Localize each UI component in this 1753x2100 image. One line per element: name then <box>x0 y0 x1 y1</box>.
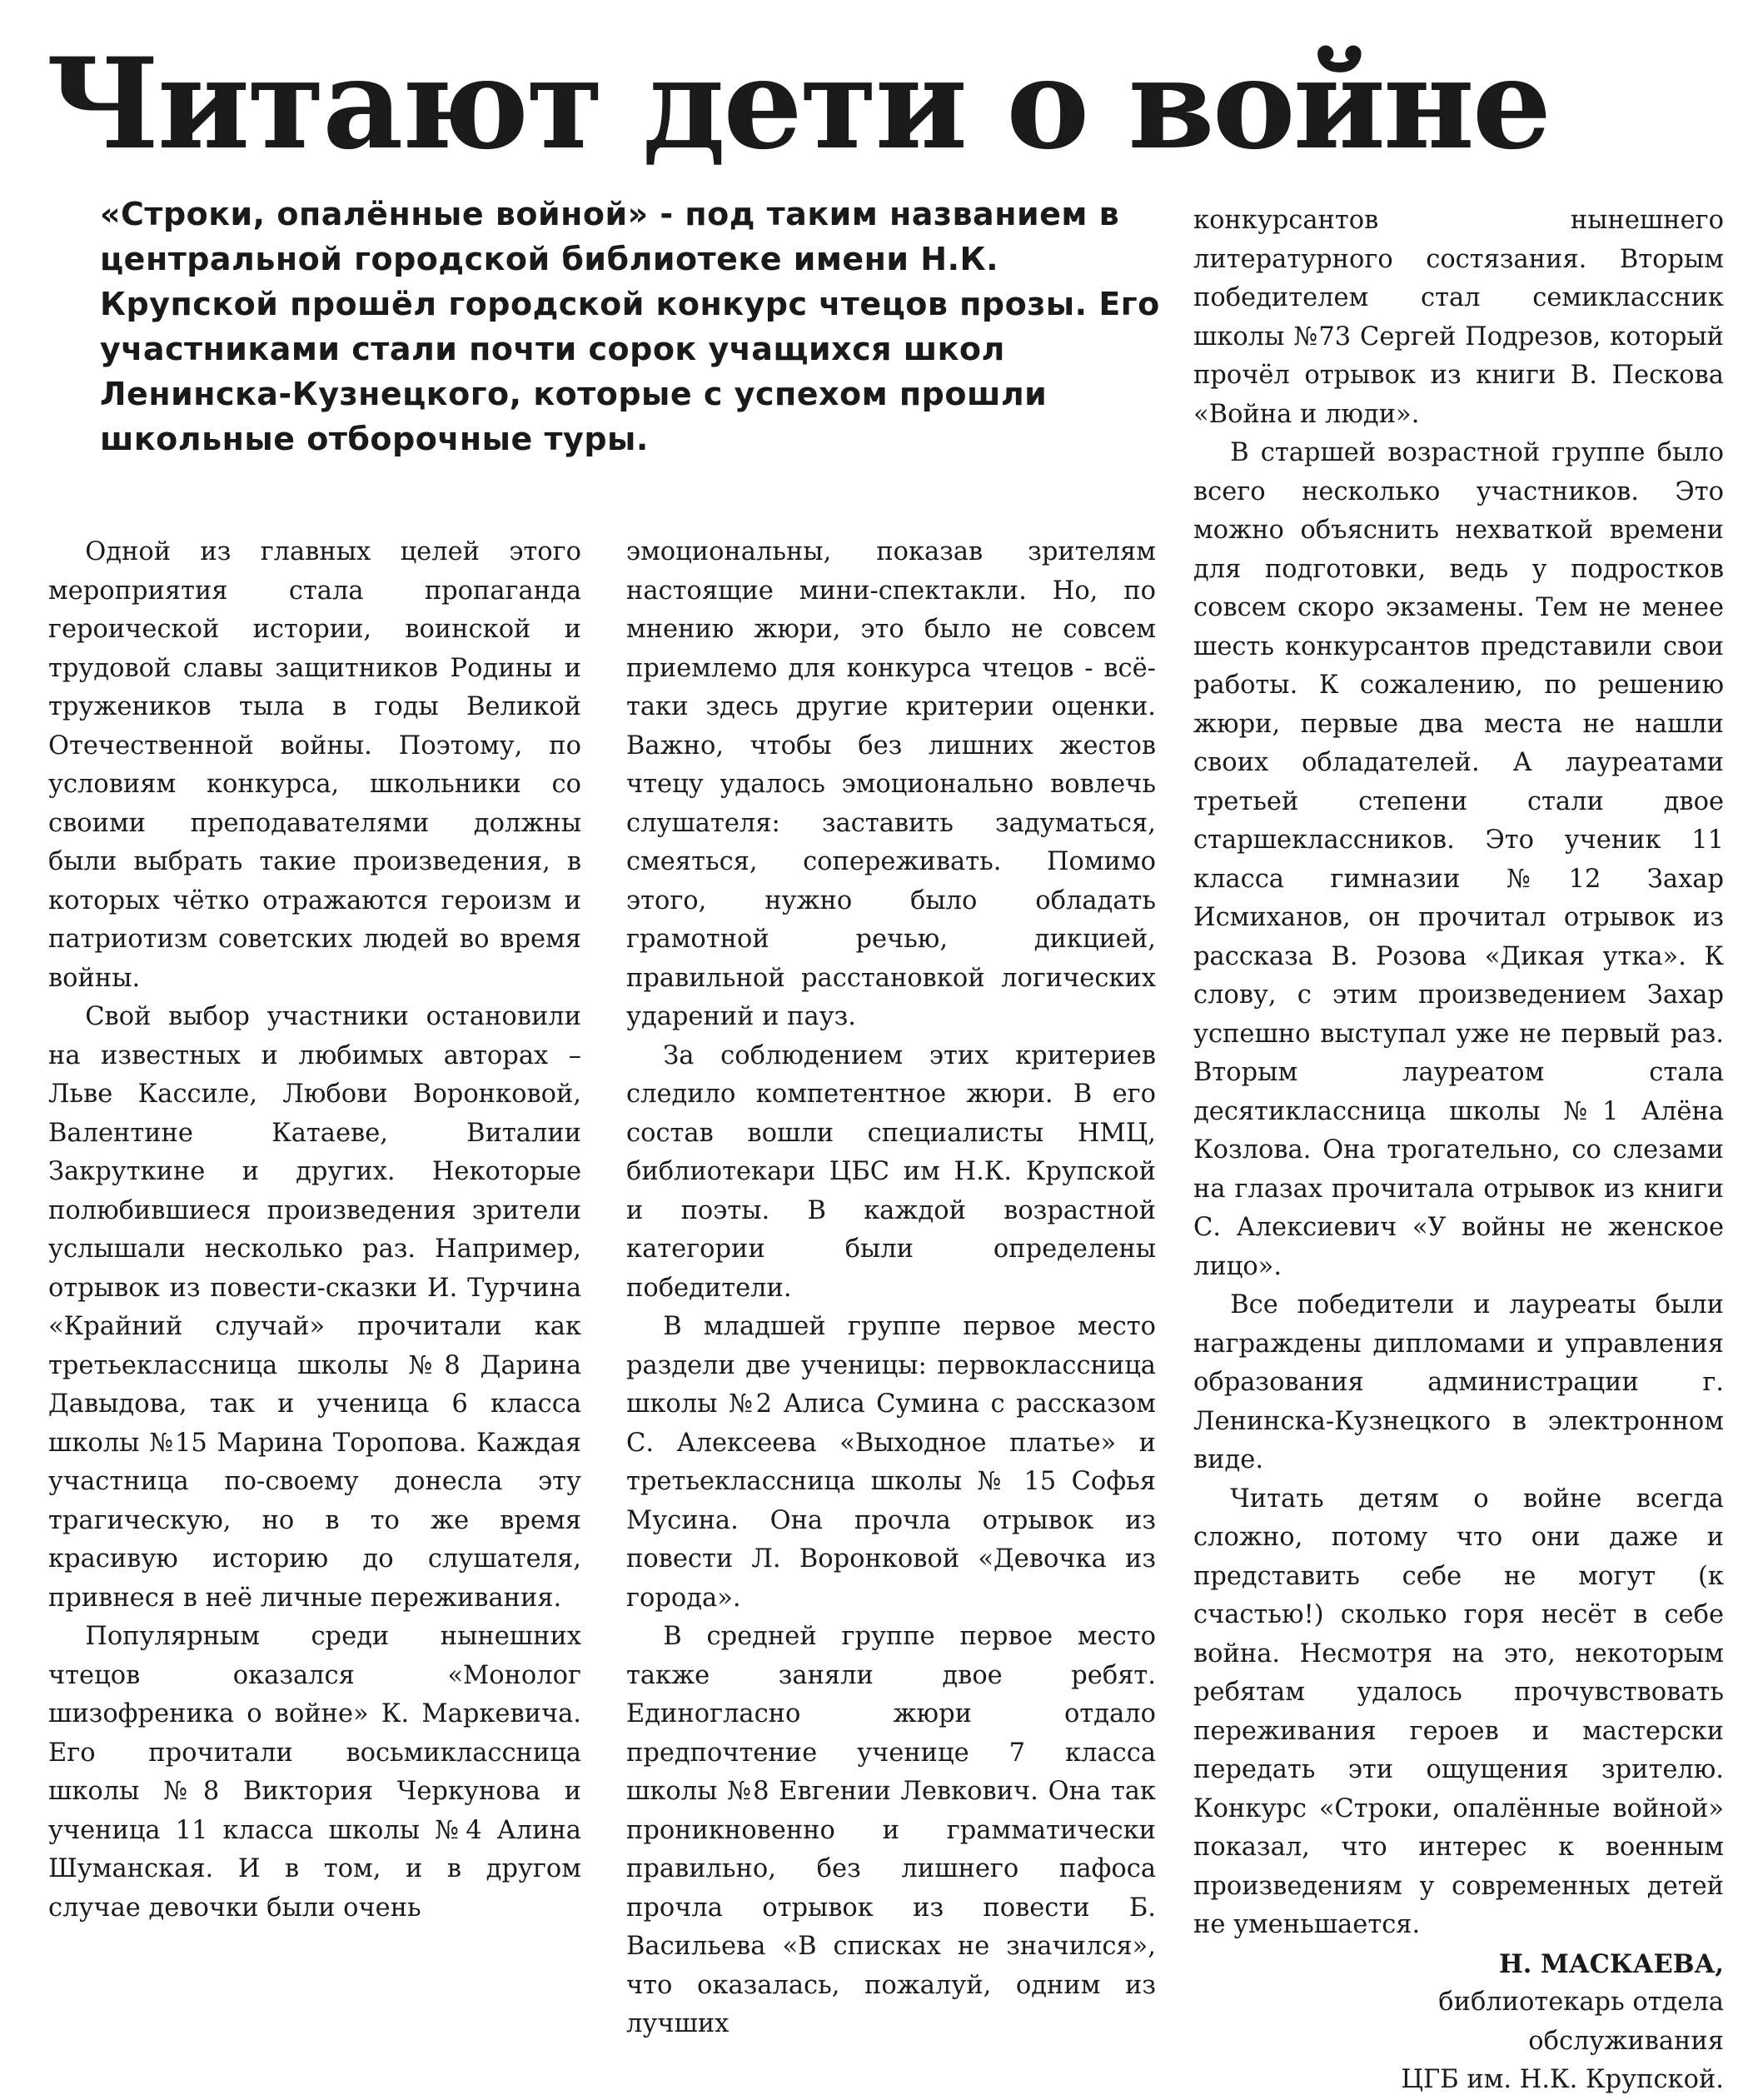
column-3-paragraph-2: В старшей возрастной группе было всего несколько участников. Это можно объяснить нехваткой времени для подготовки, ведь у подростков совсем скоро экзамены. Тем не менее шесть конкурсантов представили свои работы. К сожалению, по решению жюри, первые два места не нашли своих обладателей. А лауреатами третьей степени стали двое старшеклассников. Это ученик 11 класса гимназии №12 Захар Исмиханов, он прочитал отрывок из рассказа В. Розова «Дикая утка». К слову, с этим произведением Захар успешно выступал уже не первый раз. Вторым лауреатом стала десятиклассница школы №1 Алёна Козлова. Она трогательно, со слезами на глазах прочитала отрывок из книги С. Алексиевич «У войны не женское лицо». <box>1193 438 1724 1281</box>
article-column-3 <box>1193 202 1724 2100</box>
column-1-paragraph-2: Свой выбор участники остановили на известных и любимых авторах – Льве Кассиле, Любови Воронковой, Валентине Катаеве, Виталии Закруткине и других. Некоторые полюбившиеся произведения зрители услышали несколько раз. Например, отрывок из повести-сказки И. Турчина «Крайний случай» прочитали как третьеклассница школы №8 Дарина Давыдова, так и ученица 6 класса школы №15 Марина Торопова. Каждая участница по-своему донесла эту трагическую, но в то же время красивую историю до слушателя, привнеся в неё личные переживания. <box>48 1002 581 1613</box>
column-2-paragraph-4: В средней группе первое место также заняли двое ребят. Единогласно жюри отдало предпочтение ученице 7 класса школы №8 Евгении Левкович. Она так проникновенно и грамматически правильно, без лишнего пафоса прочла отрывок из повести Б. Васильева «В списках не значился», что оказалась, пожалуй, одним из лучших <box>626 1622 1156 2038</box>
column-3-paragraph-4: Читать детям о войне всегда сложно, потому что они даже и представить себе не могут (к счастью!) сколько горя несёт в себе война. Несмотря на это, некоторым ребятам удалось прочувствовать переживания героев и мастерски передать эти ощущения зрителю. Конкурс «Строки, опалённые войной» показал, что интерес к военным произведениям у современных детей не уменьшается. <box>1193 1484 1724 1939</box>
author-position: библиотекарь отдела <box>1438 1988 1724 2017</box>
column-3-paragraph-3: Все победители и лауреаты были награждены дипломами и управления образования администрации г. Ленинска-Кузнецкого в электронном виде. <box>1193 1290 1724 1474</box>
column-2-paragraph-1: эмоциональны, показав зрителям настоящие мини-спектакли. Но, по мнению жюри, это было не совсем приемлемо для конкурса чтецов - всё-таки здесь другие критерии оценки. Важно, чтобы без лишних жестов чтецу удалось эмоционально вовлечь слушателя: заставить задуматься, смеяться, сопереживать. Помимо этого, нужно было обладать грамотной речью, дикцией, правильной расстановкой логических ударений и пауз. <box>626 537 1156 1031</box>
article-lead: «Строки, опалённые войной» - под таким названием в центральной городской библиотеке имени Н.К. Крупской прошёл городской конкурс чтецов прозы. Его участниками стали почти сорок учащихся школ Ленинска-Кузнецкого, которые с успехом прошли школьные отборочные туры. <box>100 196 1160 457</box>
column-3-paragraph-1: конкурсантов нынешнего литературного состязания. Вторым победителем стал семиклассник школы №73 Сергей Подрезов, который прочёл отрывок из книги В. Пескова «Война и люди». <box>1193 206 1724 429</box>
article-column-1 <box>48 533 581 1928</box>
column-1-paragraph-3: Популярным среди нынешних чтецов оказался «Монолог шизофреника о войне» К. Маркевича. Его прочитали восьмиклассница школы №8 Виктория Черкунова и ученица 11 класса школы №4 Алина Шуманская. И в том, и в другом случае девочки были очень <box>48 1622 581 1923</box>
author-name: Н. МАСКАЕВА, <box>1498 1948 1724 1979</box>
column-2-paragraph-3: В младшей группе первое место раздели две ученицы: первоклассница школы №2 Алиса Сумина с рассказом С. Алексеева «Выходное платье» и третьеклассница школы № 15 Софья Мусина. Она прочла отрывок из повести Л. Воронковой «Девочка из города». <box>626 1312 1156 1613</box>
author-library: ЦГБ им. Н.К. Крупской. <box>1401 2065 1724 2094</box>
column-2-paragraph-2: За соблюдением этих критериев следило компетентное жюри. В его состав вошли специалисты НМЦ, библиотекари ЦБС им Н.К. Крупской и поэты. В каждой возрастной категории были определены победители. <box>626 1040 1156 1303</box>
article-column-2 <box>626 533 1156 2044</box>
article-headline: Читают дети о войне <box>46 31 1550 177</box>
author-department: обслуживания <box>1528 2026 1724 2056</box>
column-1-paragraph-1: Одной из главных целей этого мероприятия стала пропаганда героической истории, воинской и трудовой славы защитников Родины и тружеников тыла в годы Великой Отечественной войны. Поэтому, по условиям конкурса, школьники со своими преподавателями должны были выбрать такие произведения, в которых чётко отражаются героизм и патриотизм советских людей во время войны. <box>48 537 581 993</box>
author-signature <box>1193 1945 1724 2100</box>
